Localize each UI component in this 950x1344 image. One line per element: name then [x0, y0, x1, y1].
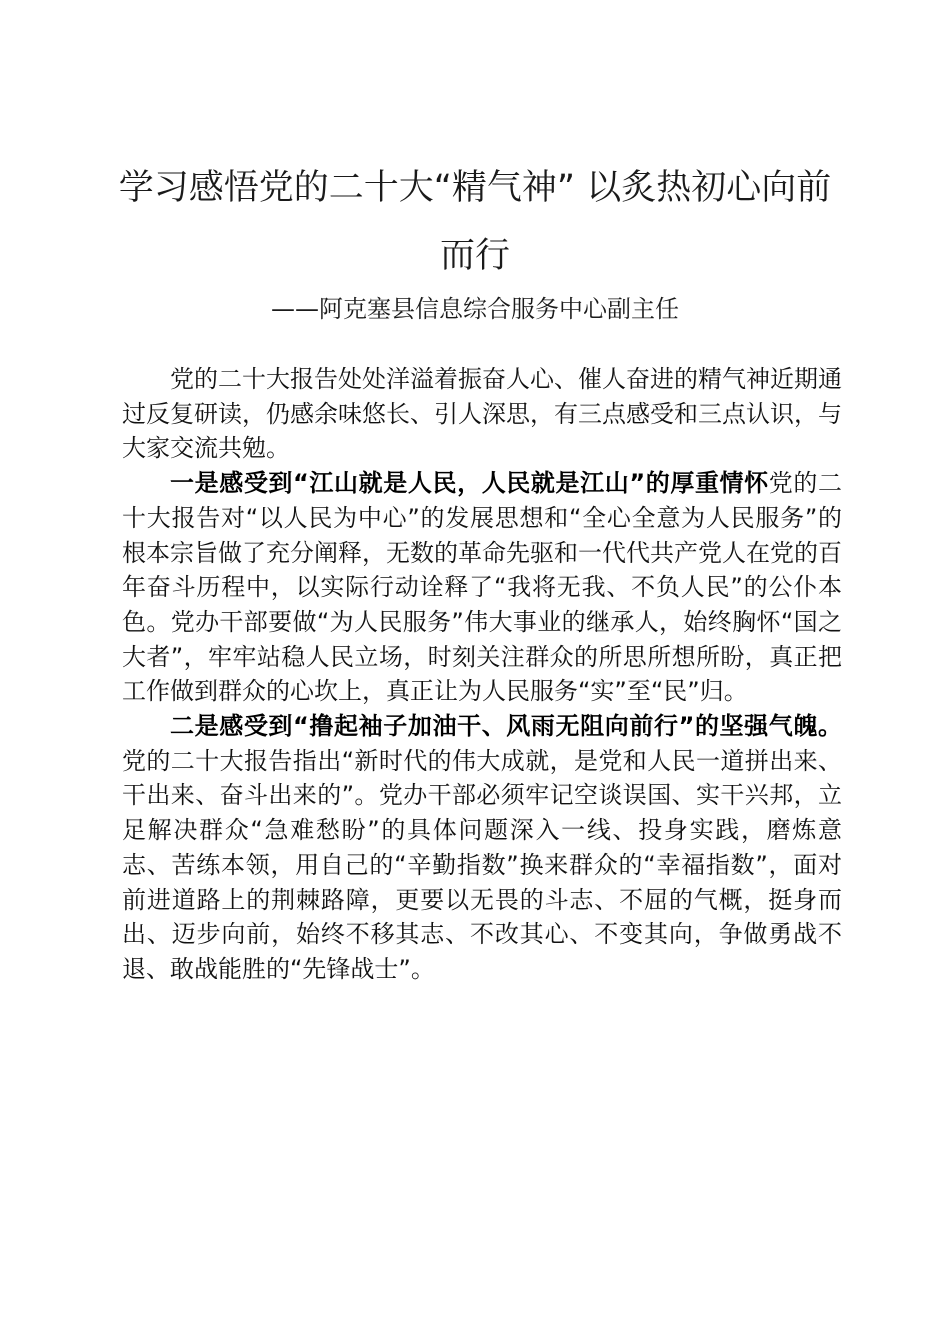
paragraph-first-point [122, 466, 842, 709]
document-subtitle: ——阿克塞县信息综合服务中心副主任 [271, 295, 679, 323]
paragraph-second-point-text: 党的二十大报告指出“新时代的伟大成就，是党和人民一道拼出来、干出来、奋斗出来的”。党办干部必须牢记空谈误国、实干兴邦，立足解决群众“急难愁盼”的具体问题深入一线、投身实践，磨炼意志、苦练本领，用自己的“辛勤指数”换来群众的“幸福指数”，面对前进道路上的荆棘路障，更要以无畏的斗志、不屈的气概，挺身而出、迈步向前，始终不移其志、不改其心、不变其向，争做勇战不退、敢战能胜的“先锋战士”。 [122, 746, 842, 983]
paragraph-first-point-lead: 一是感受到“江山就是人民，人民就是江山”的厚重情怀 [170, 469, 769, 498]
paragraph-first-point-text: 党的二十大报告对“以人民为中心”的发展思想和“全心全意为人民服务”的根本宗旨做了充分阐释，无数的革命先驱和一代代共产党人在党的百年奋斗历程中，以实际行动诠释了“我将无我、不负人民”的公仆本色。党办干部要做“为人民服务”伟大事业的继承人，始终胸怀“国之大者”，牢牢站稳人民立场，时刻关注群众的所思所想所盼，真正把工作做到群众的心坎上，真正让为人民服务“实”至“民”归。 [122, 469, 842, 706]
paragraph-second-point-lead: 二是感受到“撸起袖子加油干、风雨无阻向前行”的坚强气魄。 [170, 712, 842, 741]
paragraph-second-point [122, 709, 842, 987]
paragraph-intro-text: 党的二十大报告处处洋溢着振奋人心、催人奋进的精气神近期通过反复研读，仍感余味悠长、引人深思，有三点感受和三点认识，与大家交流共勉。 [122, 365, 842, 463]
document-title-line-2: 而行 [439, 236, 510, 276]
document-title-line-1: 学习感悟党的二十大“精气神” 以炙热初心向前 [118, 168, 832, 208]
paragraph-intro [122, 362, 842, 466]
document-body [122, 362, 842, 987]
